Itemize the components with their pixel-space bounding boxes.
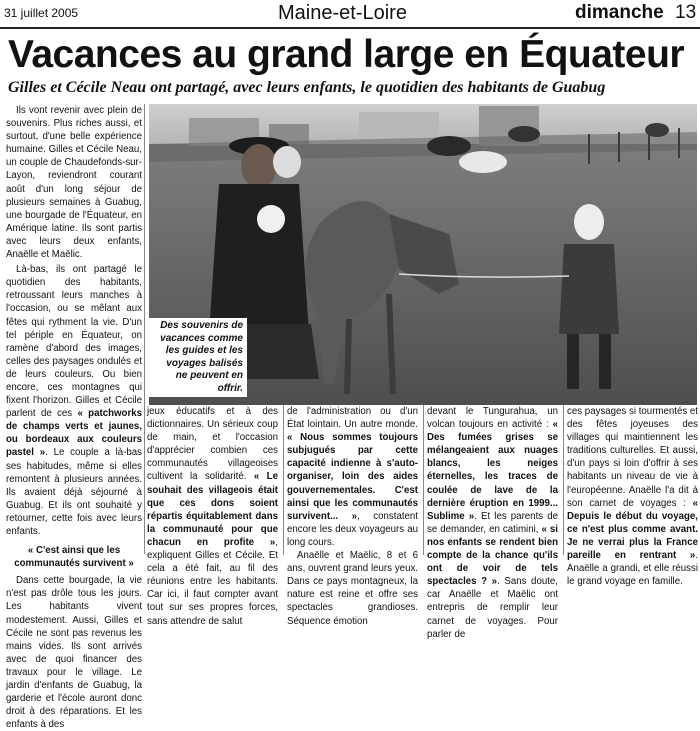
page-header: [0, 0, 700, 26]
paragraph-2-text: Là-bas, ils ont partagé le quotidien des habitants, retroussant leurs manches à l'occasion, ou se mêlant aux fêtes qui rythment la vie. D'un tel périple en Équateur, on ramène d'abord des images, celles des paysages ondulés et de leurs couleurs. Ou bien encore, ces montagnes qui fixent l'horizon. Gilles et Cécile parlent de ces: [6, 264, 142, 420]
issue-date: 31 juillet 2005: [4, 6, 79, 20]
header-rule: [0, 27, 700, 29]
column-5-quote: « Depuis le début du voyage, ce n'est plus comme avant. Je ne verrai plus la France pareille en rentrant »: [567, 497, 698, 562]
column-divider: [423, 405, 424, 555]
column-2-text: [147, 405, 278, 628]
column-4-quote: « Des fumées grises se mélangeaient aux nuages blancs, les neiges éternelles, les traces de coulée de lave de la dernière éruption en 1999... Sublime »: [427, 419, 558, 522]
issue-day: dimanche: [575, 2, 664, 23]
article-title: Vacances au grand large en Équateur: [8, 33, 685, 76]
column-3-text-a: de l'administration ou d'un État lointain. Un autre monde.: [287, 406, 418, 431]
section-name: Maine-et-Loire: [278, 2, 407, 24]
column-5-text-b: . Anaëlle a grandi, et elle réussi le grand voyage en famille.: [567, 550, 698, 588]
column-divider: [283, 405, 284, 555]
paragraph-3: Dans cette bourgade, la vie n'est pas drôle tous les jours. Les habitants vivent modestement. Aussi, Gilles et Cécile ne sont pas revenus les mains vides. Ils sont arrivés avec de quoi financer des travaux pour le village. Le jardin d'enfants de Guabug, la garderie et l'école auront donc droit à des réparations. Et les enfants à des: [6, 575, 142, 731]
article-column-5: [567, 405, 698, 588]
column-5-text-a: ces paysages si tourmentés et des fêtes joyeuses des villages qui maintiennent les traditions culturelles. Et aussi, d'un pays si loin d'offrir à ses habitants un niveau de vie à l'européenne. Anaëlle l'a dit à son carnet de voyages :: [567, 406, 698, 509]
article-column-4: [427, 405, 558, 640]
column-4-text-c: . Sans doute, car Anaëlle et Maëlic ont entrepris de remplir leur carnet de voyages. Pour parler de: [427, 576, 558, 640]
column-4-quote-2: « si nos enfants se rendent bien compte de la chance qu'ils ont de voir de tels spectacles ? »: [427, 523, 558, 588]
column-3-text-c: Anaëlle et Maëlic, 8 et 6 ans, ouvrent grand leurs yeux. Dans ce pays montagneux, la nature est reine et offre ses spectacles grandioses. Séquence émotion: [287, 550, 418, 627]
article-column-1: [6, 104, 142, 731]
inter-title: « C'est ainsi que les communautés survivent »: [14, 545, 134, 570]
paragraph-2-quote: « patchworks de champs verts et jaunes, ou bordeaux aux couleurs pastel »: [6, 408, 142, 459]
column-divider: [144, 104, 145, 554]
column-5-text: [567, 405, 698, 588]
photo-caption: Des souvenirs de vacances comme les guides et les voyages balisés ne peuvent en offrir.: [149, 318, 247, 397]
column-3-text-b: , constatent encore les deux voyageurs au long cours.: [287, 510, 418, 548]
article-column-2: [147, 405, 278, 627]
column-divider: [563, 405, 564, 555]
column-4-text-a: devant le Tungurahua, un volcan toujours en activité :: [427, 406, 558, 431]
column-3-text: [287, 405, 418, 549]
column-4-text: [427, 405, 558, 641]
article-subtitle: Gilles et Cécile Neau ont partagé, avec leurs enfants, le quotidien des habitants de Guabug: [8, 79, 606, 96]
paragraph-2-text-end: . Le couple a là-bas ses habitudes, même si elles remontent à plusieurs années. Ils avaient déjà séjourné à Guabug. Et ils ont souhaité y retourner, cette fois avec leurs enfants.: [6, 447, 142, 537]
intro-paragraph: Ils vont revenir avec plein de souvenirs. Plus riches aussi, et surtout, d'une belle expérience humaine. Gilles et Cécile Neau, un couple de Chaudefonds-sur-Layon, reviendront courant août d'un long séjour de plusieurs semaines à Guabug, une bourgade de l'Équateur, en Amérique latine. Ils sont partis avec leurs deux enfants, Anaëlle et Maëlic.: [6, 105, 142, 261]
column-4-text-b: . Et les parents de se demander, en catimini,: [427, 510, 558, 535]
column-2-text-a: jeux éducatifs et à des dictionnaires. Un sérieux coup de main, et l'occasion d'apprécier combien ces communautés villageoises cultivent la solidarité.: [147, 406, 278, 483]
column-2-text-b: , expliquent Gilles et Cécile. Et cela a été fait, au fil des réunions entre les habitants. Car ici, il faut compter avant tout sur ses propres forces, sans attendre de salut: [147, 536, 278, 627]
page-number: 13: [675, 2, 697, 23]
paragraph-2: [6, 263, 142, 538]
column-2-quote: « Le souhait des villageois était que ces dons soient répartis équitablement dans la communauté pour que chacun en profite »: [147, 471, 278, 548]
column-3-quote: « Nous sommes toujours subjugués par cette capacité indienne à s'auto-organiser, loin des aides gouvernementales. C'est ainsi que les communautés survivent... »: [287, 432, 418, 522]
article-column-3: [287, 405, 418, 627]
